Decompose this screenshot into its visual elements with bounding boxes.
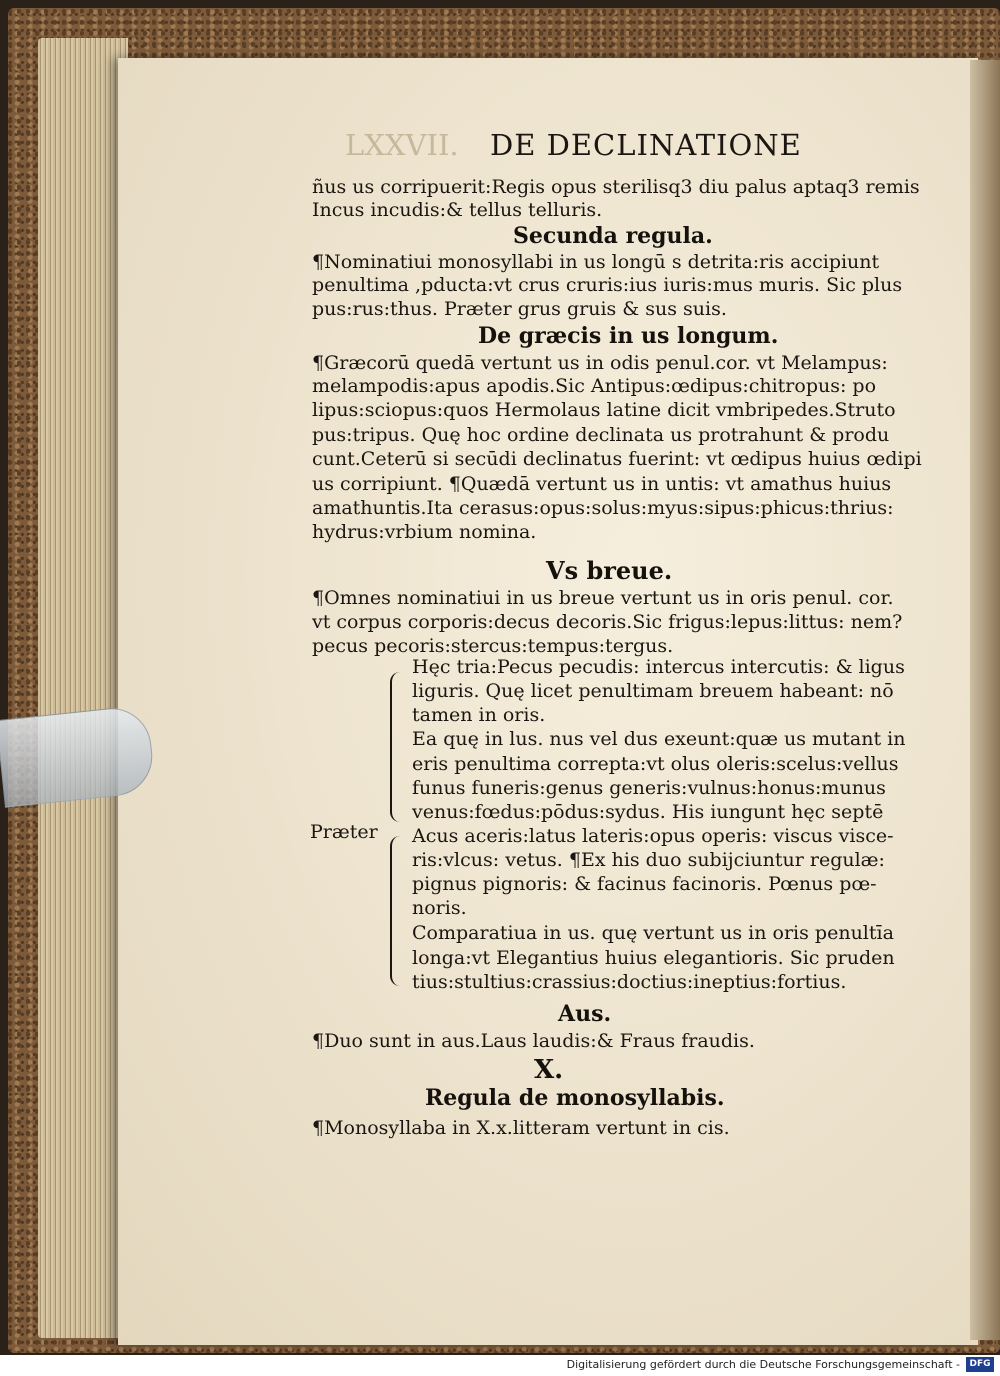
text-line: pecus pecoris:stercus:tempus:tergus. xyxy=(312,635,674,657)
section-heading: Regula de monosyllabis. xyxy=(425,1085,725,1111)
text-line: ¶Duo sunt in aus.Laus laudis:& Fraus fraudis. xyxy=(312,1030,755,1052)
brace-upper xyxy=(390,672,406,822)
text-line: Ea quę in lus. nus vel dus exeunt:quæ us mutant in xyxy=(412,728,906,750)
funding-credit: Digitalisierung gefördert durch die Deutsche Forschungsgemeinschaft - xyxy=(566,1358,960,1371)
text-line: ris:vlcus: vetus. ¶Ex his duo subijciuntur regulæ: xyxy=(412,849,885,871)
text-line: hydrus:vrbium nomina. xyxy=(312,521,537,543)
text-line: Acus aceris:latus lateris:opus operis: viscus visce- xyxy=(412,825,894,847)
text-line: ¶Omnes nominatiui in us breue vertunt us in oris penul. cor. xyxy=(312,587,894,609)
text-line: noris. xyxy=(412,897,467,919)
text-line: ñus us corripuerit:Regis opus sterilisq3 diu palus aptaq3 remis xyxy=(312,176,920,198)
running-head: DE DECLINATIONE xyxy=(490,128,802,162)
text-line: us corripiunt. ¶Quædā vertunt us in untis: vt amathus huius xyxy=(312,473,892,495)
text-line: ¶Monosyllaba in X.x.litteram vertunt in cis. xyxy=(312,1117,730,1139)
section-heading: Aus. xyxy=(558,1001,612,1027)
brace-lower xyxy=(390,836,406,986)
text-line: tamen in oris. xyxy=(412,704,546,726)
text-line: venus:fœdus:pōdus:sydus. His iungunt hęc septē xyxy=(412,801,884,823)
text-line: penultima ,pducta:vt crus cruris:ius iuris:mus muris. Sic plus xyxy=(312,274,903,296)
text-line: vt corpus corporis:decus decoris.Sic frigus:lepus:littus: nem? xyxy=(312,611,903,633)
text-line: eris penultima correpta:vt olus oleris:scelus:vellus xyxy=(412,753,899,775)
text-line: funus funeris:genus generis:vulnus:honus:munus xyxy=(412,777,886,799)
text-line: tius:stultius:crassius:doctius:ineptius:fortius. xyxy=(412,971,847,993)
show-through-head: LXXVII. xyxy=(345,128,459,162)
text-line: pus:tripus. Quę hoc ordine declinata us protrahunt & produ xyxy=(312,424,890,446)
text-line: longa:vt Elegantius huius elegantioris. Sic pruden xyxy=(412,947,895,969)
text-line: Hęc tria:Pecus pecudis: intercus intercutis: & ligus xyxy=(412,656,905,678)
text-line: amathuntis.Ita cerasus:opus:solus:myus:sipus:phicus:thrius: xyxy=(312,497,894,519)
text-line: ¶Nominatiui monosyllabi in us longū s detrita:ris accipiunt xyxy=(312,251,880,273)
text-line: melampodis:apus apodis.Sic Antipus:œdipus:chitropus: po xyxy=(312,375,877,397)
text-line: liguris. Quę licet penultimam breuem habeant: nō xyxy=(412,680,894,702)
text-line: pus:rus:thus. Præter grus gruis & sus suis. xyxy=(312,298,727,320)
text-line: Comparatiua in us. quę vertunt us in oris penultīa xyxy=(412,922,894,944)
praeter-label: Præter xyxy=(310,821,378,843)
text-line: pignus pignoris: & facinus facinoris. Pœnus pœ- xyxy=(412,873,877,895)
text-line: Incus incudis:& tellus telluris. xyxy=(312,199,603,221)
dfg-logo: DFG xyxy=(966,1357,994,1372)
page-fold xyxy=(970,60,1000,1340)
page-edges xyxy=(38,38,128,1338)
text-line: cunt.Ceterū si secūdi declinatus fuerint: vt œdipus huius œdipi xyxy=(312,448,922,470)
footer-bar xyxy=(0,1355,1000,1376)
section-heading: X. xyxy=(534,1055,564,1085)
section-heading: De græcis in us longum. xyxy=(478,323,779,349)
section-heading: Secunda regula. xyxy=(513,223,713,249)
text-line: ¶Græcorū quedā vertunt us in odis penul.cor. vt Melampus: xyxy=(312,352,888,374)
text-line: lipus:sciopus:quos Hermolaus latine dicit vmbripedes.Struto xyxy=(312,399,896,421)
section-heading: Vs breue. xyxy=(546,556,673,585)
